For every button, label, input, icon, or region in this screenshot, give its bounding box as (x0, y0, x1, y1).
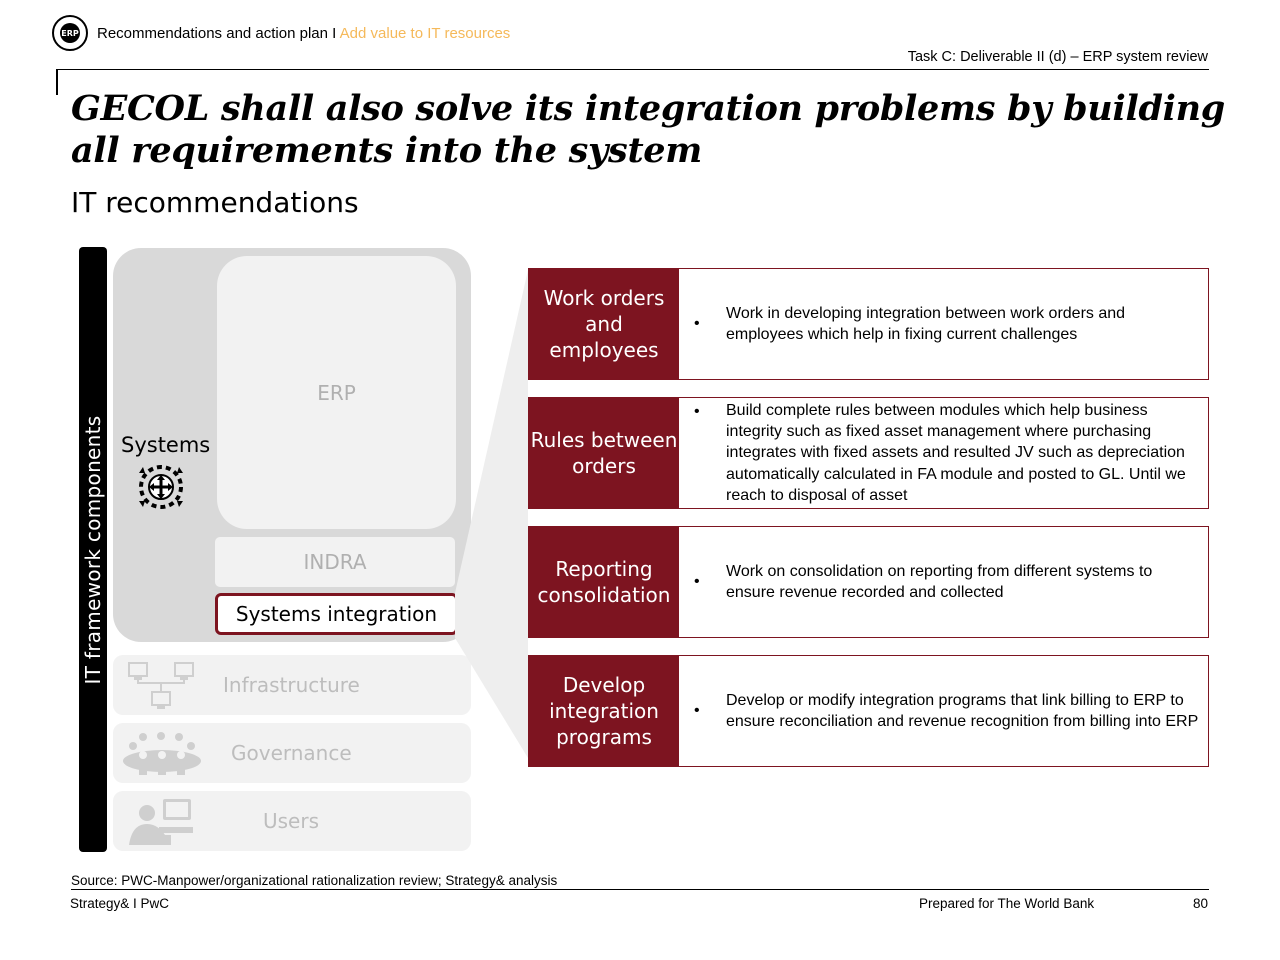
footer-prepared-for: Prepared for The World Bank (919, 896, 1095, 911)
recommendation-row (528, 268, 1209, 380)
bullet: • (694, 573, 700, 590)
breadcrumb-section: Recommendations and action plan I (97, 25, 340, 42)
erp-box: ERP (217, 256, 456, 529)
recommendation-text: Work in developing integration between work orders and employees which help in fixing current challenges (726, 304, 1126, 343)
bullet: • (694, 315, 700, 332)
recommendation-body (679, 398, 1209, 508)
framework-vertical-label (79, 247, 107, 852)
people-group-icon (121, 731, 203, 777)
header-corner-mark (56, 69, 58, 95)
network-computers-icon (125, 659, 201, 711)
user-computer-icon (127, 797, 197, 847)
governance-label: Governance (231, 741, 352, 765)
framework-vertical-text: IT framework components (81, 415, 105, 684)
gear-arrows-icon (133, 461, 189, 513)
page-number: 80 (1193, 896, 1209, 911)
recommendation-text: Build complete rules between modules which help business integrity such as fixed asset management where purchasing integrates with fixed assets and resulted JV such as depreciation automatically calculated in FA module and posted to GL. Until we reach to disposal of asset (726, 401, 1186, 504)
erp-logo-icon (52, 15, 88, 51)
recommendation-title: Reporting consolidation (529, 527, 679, 637)
footer-brand: Strategy& I PwC (70, 896, 170, 911)
recommendation-text: Work on consolidation on reporting from different systems to ensure revenue recorded and collected (726, 562, 1153, 601)
bullet: • (694, 702, 700, 719)
recommendation-title: Rules between orders (529, 398, 679, 508)
source-note: Source: PWC-Manpower/organizational rationalization review; Strategy& analysis (71, 873, 558, 888)
breadcrumb (97, 25, 510, 42)
recommendation-body (679, 527, 1209, 637)
systems-integration-box: Systems integration (215, 593, 458, 635)
infrastructure-layer (113, 655, 471, 715)
users-layer (113, 791, 471, 851)
bullet: • (694, 403, 700, 420)
page-title: GECOL shall also solve its integration problems by building all requirements into the system (71, 88, 1225, 171)
zoom-connector (455, 248, 535, 768)
recommendation-row (528, 397, 1209, 509)
header-divider (58, 69, 1209, 70)
recommendation-title: Develop integration programs (529, 656, 679, 766)
recommendation-text: Develop or modify integration programs that link billing to ERP to ensure reconciliation and revenue recognition from billing into ERP (726, 691, 1199, 730)
logo-text: ERP (60, 23, 80, 43)
infrastructure-label: Infrastructure (223, 673, 360, 697)
recommendation-title: Work orders and employees (529, 269, 679, 379)
recommendation-row (528, 655, 1209, 767)
governance-layer (113, 723, 471, 783)
page-subtitle: IT recommendations (71, 186, 359, 219)
indra-box: INDRA (215, 537, 455, 587)
task-label: Task C: Deliverable II (d) – ERP system review (907, 49, 1208, 65)
recommendation-row (528, 526, 1209, 638)
footer-divider (71, 889, 1209, 890)
breadcrumb-highlight: Add value to IT resources (339, 25, 511, 42)
users-label: Users (263, 809, 320, 833)
recommendation-body (679, 656, 1209, 766)
recommendation-body (679, 269, 1209, 379)
systems-label: Systems (121, 433, 211, 457)
